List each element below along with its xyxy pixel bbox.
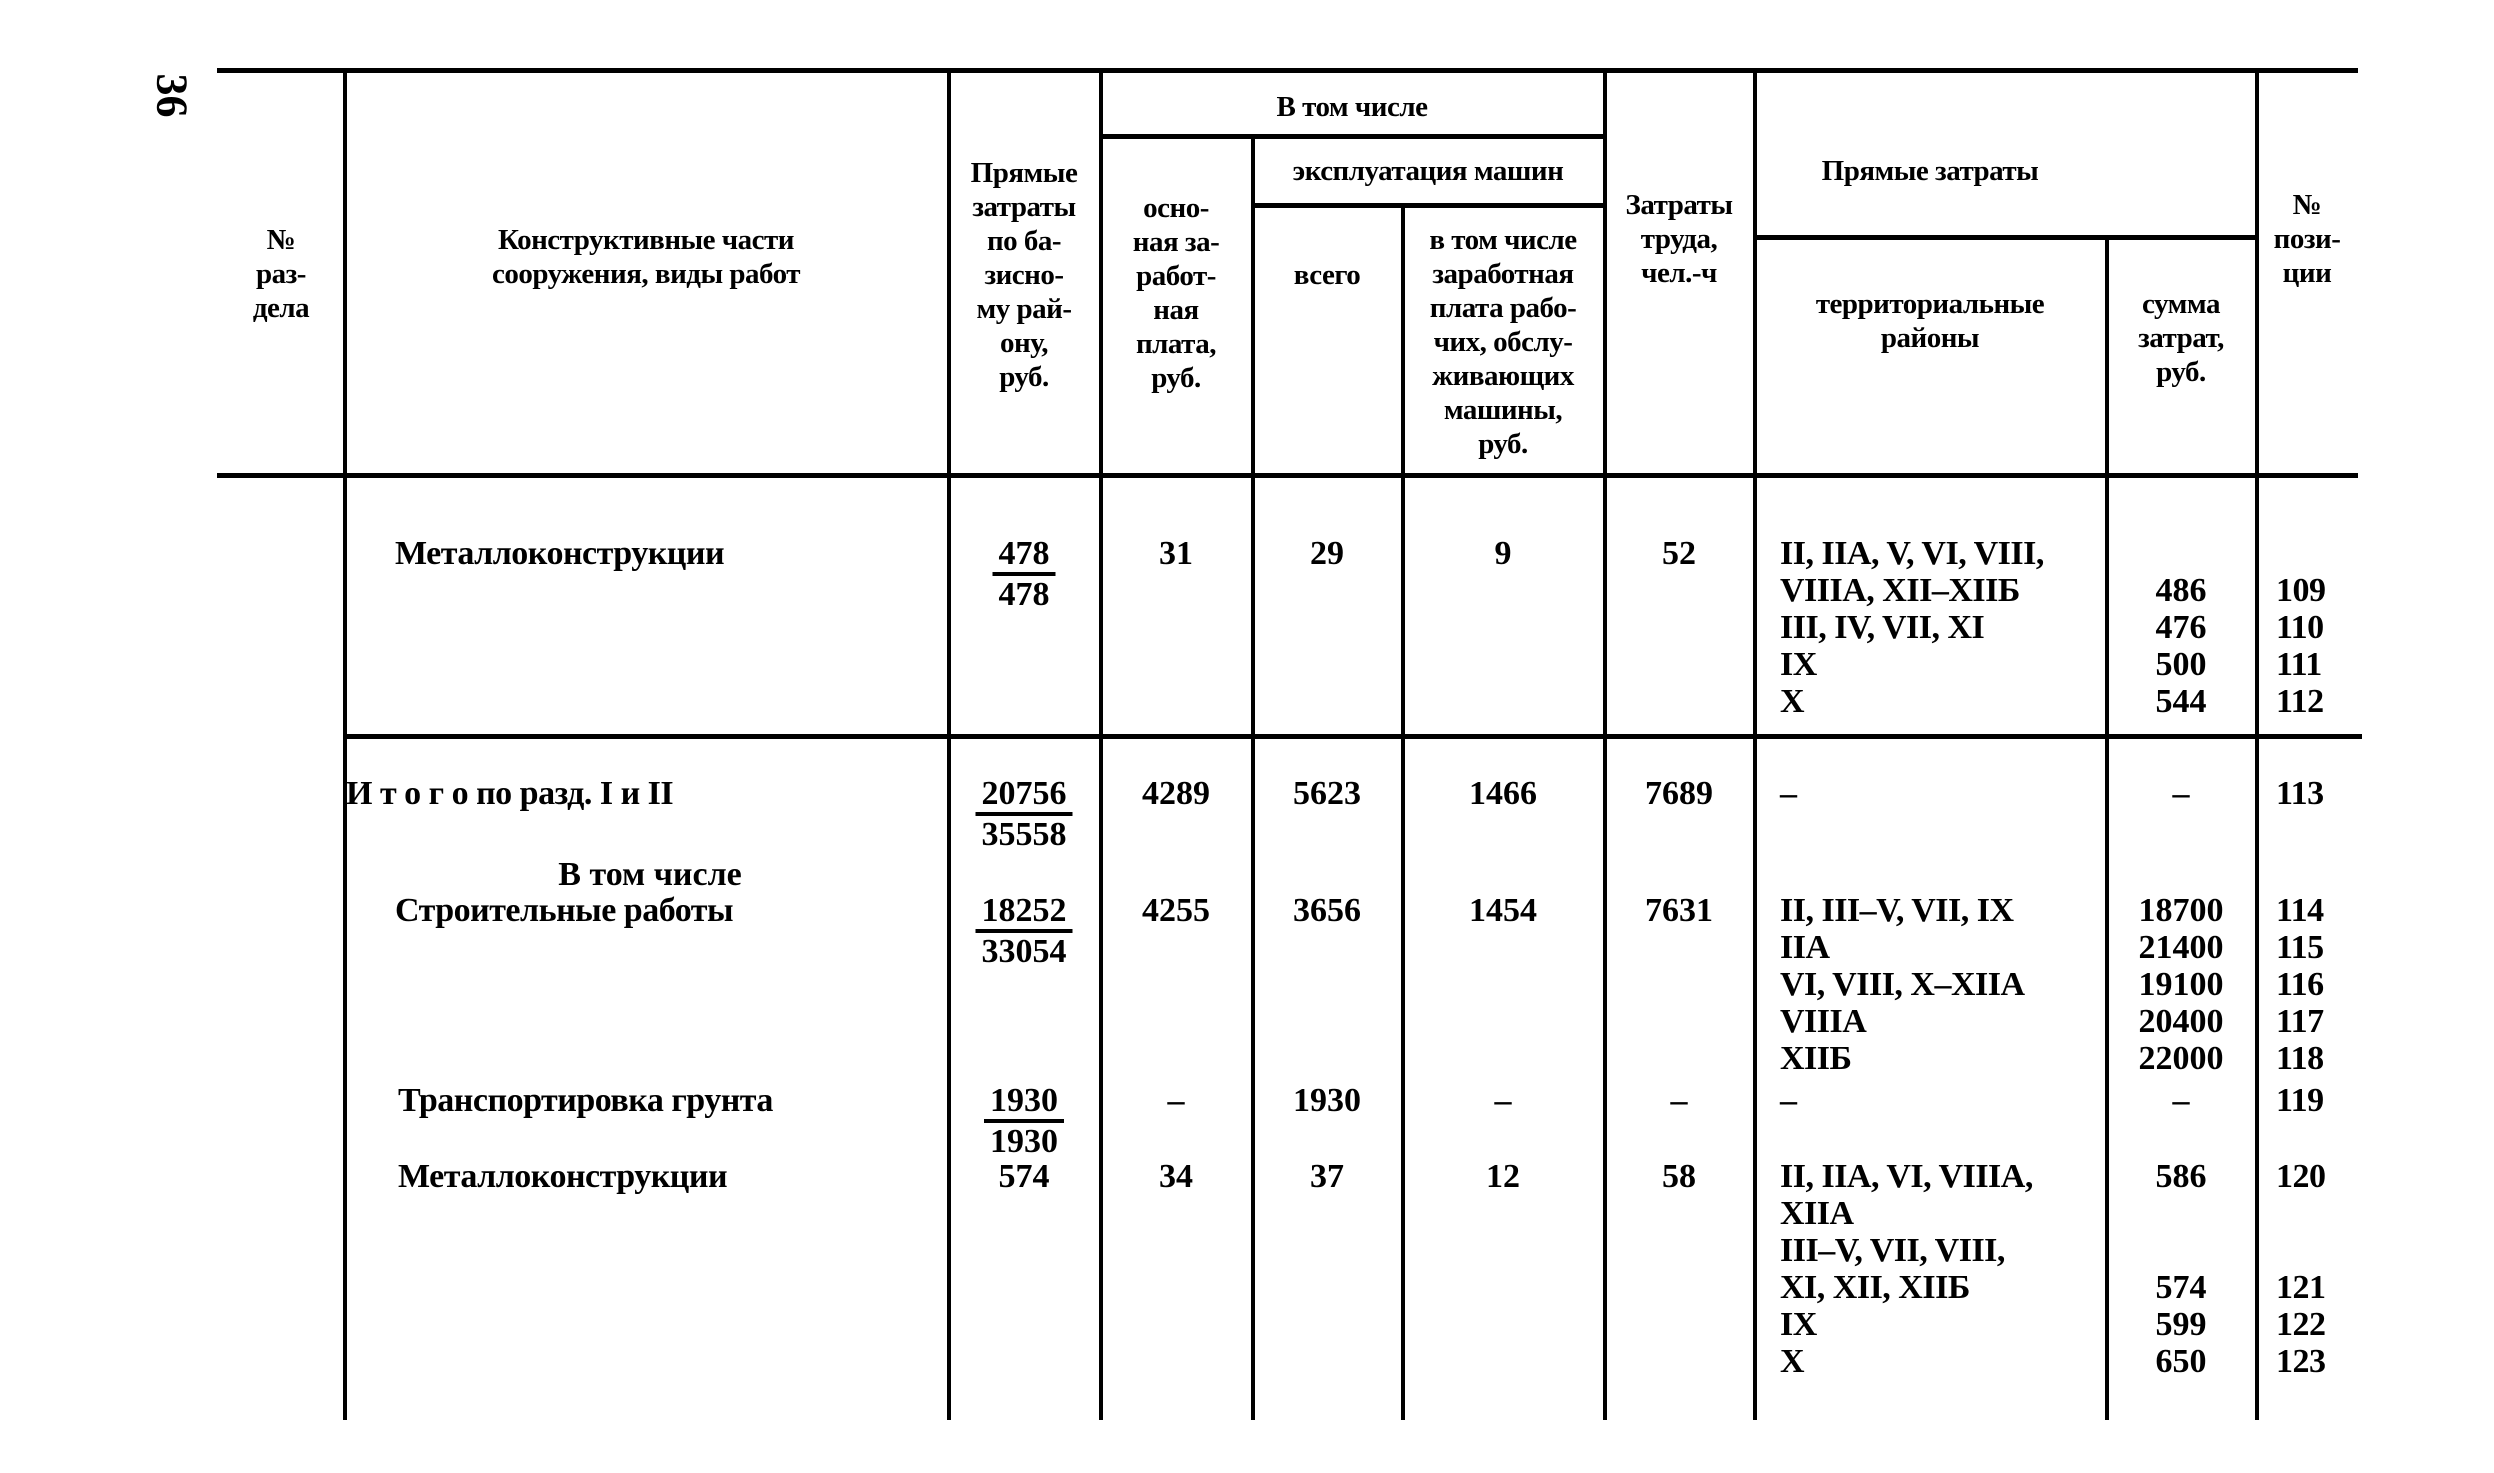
header-position: № пози- ции	[2273, 189, 2341, 289]
region-list: VIIIA	[1780, 1003, 1867, 1040]
position-number: 119	[2276, 1082, 2324, 1119]
header-regions: территориальные районы	[1815, 288, 2045, 354]
header-machines: эксплуатация машин	[1292, 155, 1564, 187]
header-rule-machines	[1252, 203, 1604, 208]
direct-cost-current: 18252	[976, 893, 1073, 933]
labor-cost: 7631	[1645, 892, 1713, 929]
position-number: 113	[2276, 775, 2324, 812]
col-rule	[1251, 136, 1255, 1420]
labor-cost: –	[1670, 1082, 1688, 1119]
region-list: III–V, VII, VIII,	[1780, 1232, 2005, 1269]
header-including: В том числе	[1276, 91, 1428, 123]
base-wage: 34	[1159, 1158, 1193, 1195]
position-number: 121	[2276, 1269, 2326, 1306]
header-direct: Прямые затраты	[1821, 155, 2039, 187]
region-sum: 21400	[2138, 929, 2224, 966]
region-list: IX	[1780, 1306, 1817, 1343]
region-sum: 599	[2155, 1306, 2207, 1343]
header-rule-including	[1100, 134, 1604, 139]
direct-cost-base: 478	[998, 576, 1050, 613]
region-sum: –	[2172, 1082, 2190, 1119]
region-sum: 19100	[2138, 966, 2224, 1003]
region-list: II, III–V, VII, IX	[1780, 892, 2014, 929]
section-total-rule	[344, 734, 2362, 739]
position-number: 111	[2276, 646, 2322, 683]
region-sum: 18700	[2138, 892, 2224, 929]
direct-cost-base: 35558	[981, 816, 1067, 853]
region-sum: –	[2172, 775, 2190, 812]
position-number: 109	[2276, 572, 2326, 609]
position-number: 110	[2276, 609, 2324, 646]
region-list: –	[1780, 775, 1797, 812]
machines-wage: 1466	[1469, 775, 1537, 812]
direct-cost-current: 478	[993, 536, 1056, 576]
row-label: Строительные работы	[395, 892, 734, 929]
region-list: X	[1780, 1343, 1805, 1380]
header-machines-total: всего	[1293, 259, 1361, 291]
table-top-rule	[217, 68, 2358, 73]
direct-cost: 574	[998, 1158, 1050, 1195]
region-sum: 486	[2155, 572, 2207, 609]
region-list: VI, VIII, X–XIIA	[1780, 966, 2025, 1003]
region-list: II, IIA, V, VI, VIII,	[1780, 535, 2044, 572]
region-list: IX	[1780, 646, 1817, 683]
header-machines-wage: в том числе заработная плата рабо- чих, обслу- живающих машины, руб.	[1429, 224, 1577, 460]
direct-cost-base: 33054	[981, 933, 1067, 970]
region-list: X	[1780, 683, 1805, 720]
labor-cost: 7689	[1645, 775, 1713, 812]
machines-total: 37	[1310, 1158, 1344, 1195]
machines-total: 3656	[1293, 892, 1361, 929]
region-sum: 500	[2155, 646, 2207, 683]
machines-wage: 12	[1486, 1158, 1520, 1195]
machines-wage: 1454	[1469, 892, 1537, 929]
position-number: 117	[2276, 1003, 2324, 1040]
region-list: VIIIA, XII–XIIБ	[1780, 572, 2020, 609]
region-sum: 544	[2155, 683, 2207, 720]
region-sum: 20400	[2138, 1003, 2224, 1040]
base-wage: 4289	[1142, 775, 1210, 812]
labor-cost: 52	[1662, 535, 1696, 572]
header-base-wage: осно- ная за- работ- ная плата, руб.	[1132, 192, 1220, 394]
region-sum: 22000	[2138, 1040, 2224, 1077]
region-list: III, IV, VII, XI	[1780, 609, 1985, 646]
direct-cost-current: 1930	[984, 1083, 1064, 1123]
region-sum: 476	[2155, 609, 2207, 646]
col-rule	[1401, 205, 1405, 1420]
header-bottom-rule	[217, 473, 2358, 478]
base-wage: –	[1167, 1082, 1185, 1119]
row-label: Транспортировка грунта	[398, 1082, 773, 1119]
row-label: И т о г о по разд. I и II	[346, 775, 674, 812]
machines-total: 1930	[1293, 1082, 1361, 1119]
col-rule	[1753, 70, 1757, 1420]
direct-cost-fraction	[993, 535, 1056, 614]
base-wage: 4255	[1142, 892, 1210, 929]
machines-wage: –	[1494, 1082, 1512, 1119]
direct-cost-current: 20756	[976, 776, 1073, 816]
region-list: XIIA	[1780, 1195, 1854, 1232]
position-number: 114	[2276, 892, 2324, 929]
col-rule	[2105, 237, 2109, 1420]
position-number: 122	[2276, 1306, 2326, 1343]
page-number: 36	[147, 73, 197, 118]
header-rule-direct	[1754, 235, 2256, 240]
region-list: II, IIA, VI, VIIIA,	[1780, 1158, 2033, 1195]
direct-cost-base: 1930	[990, 1123, 1058, 1160]
region-sum: 586	[2155, 1158, 2207, 1195]
direct-cost-fraction	[976, 892, 1073, 971]
position-number: 120	[2276, 1158, 2326, 1195]
direct-cost-fraction	[976, 775, 1073, 854]
direct-cost-fraction	[984, 1082, 1064, 1161]
header-labor: Затраты труда, чел.-ч	[1625, 189, 1733, 289]
region-list: IIA	[1780, 929, 1830, 966]
position-number: 118	[2276, 1040, 2324, 1077]
labor-cost: 58	[1662, 1158, 1696, 1195]
position-number: 123	[2276, 1343, 2326, 1380]
col-rule	[1603, 70, 1607, 1420]
region-list: –	[1780, 1082, 1797, 1119]
col-rule	[1099, 70, 1103, 1420]
position-number: 115	[2276, 929, 2324, 966]
position-number: 116	[2276, 966, 2324, 1003]
header-direct-base: Прямые затраты по ба- зисно- му рай- ону, руб.	[970, 157, 1078, 393]
position-number: 112	[2276, 683, 2324, 720]
region-list: XIIБ	[1780, 1040, 1852, 1077]
machines-wage: 9	[1494, 535, 1512, 572]
row-label: Металлоконструкции	[395, 535, 725, 572]
base-wage: 31	[1159, 535, 1193, 572]
region-sum: 574	[2155, 1269, 2207, 1306]
col-rule	[343, 70, 347, 1420]
header-section-no: № раз- дела	[252, 224, 310, 324]
machines-total: 5623	[1293, 775, 1361, 812]
header-sum: сумма затрат, руб.	[2138, 288, 2224, 388]
region-sum: 650	[2155, 1343, 2207, 1380]
subtitle-including: В том числе	[558, 856, 742, 893]
col-rule	[947, 70, 951, 1420]
machines-total: 29	[1310, 535, 1344, 572]
row-label: Металлоконструкции	[398, 1158, 728, 1195]
region-list: XI, XII, XIIБ	[1780, 1269, 1970, 1306]
col-rule	[2255, 70, 2259, 1420]
header-parts: Конструктивные части сооружения, виды работ	[492, 224, 800, 290]
